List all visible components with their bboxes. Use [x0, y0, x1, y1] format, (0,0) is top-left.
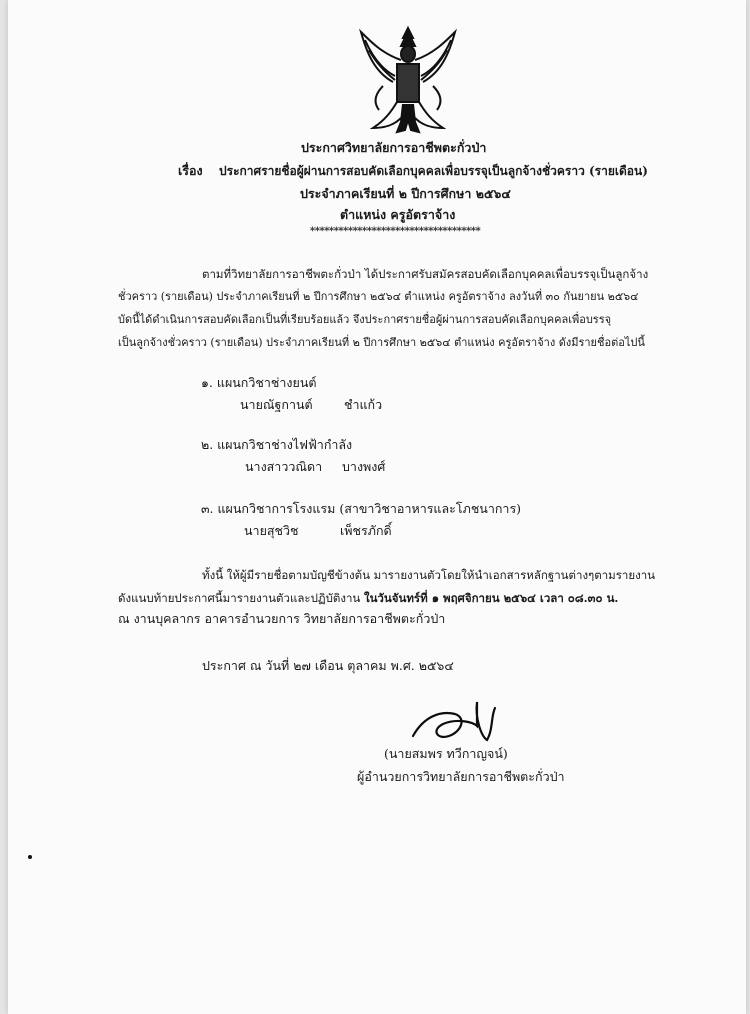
department-1-last-name: ชำแก้ว: [344, 397, 383, 412]
department-3-label: ๓. แผนกวิชาการโรงแรม (สาขาวิชาอาหารและโภชนาการ): [201, 501, 522, 516]
notice-line-1: ทั้งนี้ ให้ผู้มีรายชื่อตามบัญชีข้างต้น มารายงานตัวโดยให้นำเอกสารหลักฐานต่างๆตามรายงาน: [202, 568, 656, 582]
document-page: [8, 0, 746, 1014]
org-title: ประกาศวิทยาลัยการอาชีพตะกั่วป่า: [301, 140, 487, 155]
separator: ************************************: [310, 226, 481, 237]
notice-line-3: ณ งานบุคลากร อาคารอำนวยการ วิทยาลัยการอาชีพตะกั่วป่า: [118, 611, 446, 626]
intro-line-4: เป็นลูกจ้างชั่วคราว (รายเดือน) ประจำภาคเรียนที่ ๒ ปีการศึกษา ๒๕๖๔ ตำแหน่ง ครูอัตราจ้าง ดังมีรายชื่อต่อไปนี้: [118, 336, 645, 349]
signer-title: ผู้อำนวยการวิทยาลัยการอาชีพตะกั่วป่า: [357, 769, 565, 784]
ink-dot: [28, 855, 32, 859]
intro-line-3: บัดนี้ได้ดำเนินการสอบคัดเลือกเป็นที่เรียบร้อยแล้ว จึงประกาศรายชื่อผู้ผ่านการสอบคัดเลือกบุคคลเพื่อบรรจุ: [118, 313, 612, 326]
position-line: ตำแหน่ง ครูอัตราจ้าง: [340, 207, 456, 222]
notice-line-2: [118, 590, 618, 606]
subject-label: เรื่อง: [178, 163, 203, 178]
department-3-first-name: นายสุชวิช: [244, 523, 299, 538]
term-line: ประจำภาคเรียนที่ ๒ ปีการศึกษา ๒๕๖๔: [300, 186, 511, 201]
department-1-first-name: นายณัฐกานต์: [240, 397, 313, 412]
intro-line-2: ชั่วคราว (รายเดือน) ประจำภาคเรียนที่ ๒ ปีการศึกษา ๒๕๖๔ ตำแหน่ง ครูอัตราจ้าง ลงวันที่ ๓๐ กันยายน ๒๕๖๔: [118, 290, 639, 303]
department-1-label: ๑. แผนกวิชาช่างยนต์: [201, 375, 317, 390]
garuda-emblem-icon: [353, 24, 463, 139]
department-2-label: ๒. แผนกวิชาช่างไฟฟ้ากำลัง: [201, 437, 353, 452]
department-2-first-name: นางสาววณิดา: [245, 459, 323, 474]
subject-text: ประกาศรายชื่อผู้ผ่านการสอบคัดเลือกบุคคลเพื่อบรรจุเป็นลูกจ้างชั่วคราว (รายเดือน): [219, 164, 648, 178]
report-date: ในวันจันทร์ที่ ๑ พฤศจิกายน ๒๕๖๔ เวลา ๐๘.๓๐ น.: [363, 591, 619, 605]
department-2-last-name: บางพงศ์: [342, 459, 386, 474]
announce-date: ประกาศ ณ วันที่ ๒๗ เดือน ตุลาคม พ.ศ. ๒๕๖๔: [202, 658, 454, 673]
notice-line-2-text: ดังแนบท้ายประกาศนี้มารายงานตัวและปฏิบัติงาน: [118, 591, 364, 605]
signer-name: (นายสมพร ทวีกาญจน์): [384, 746, 508, 761]
intro-line-1: ตามที่วิทยาลัยการอาชีพตะกั่วป่า ได้ประกาศรับสมัครสอบคัดเลือกบุคคลเพื่อบรรจุเป็นลูกจ้าง: [202, 267, 649, 281]
department-3-last-name: เพ็ชรภักดิ์: [340, 523, 392, 538]
